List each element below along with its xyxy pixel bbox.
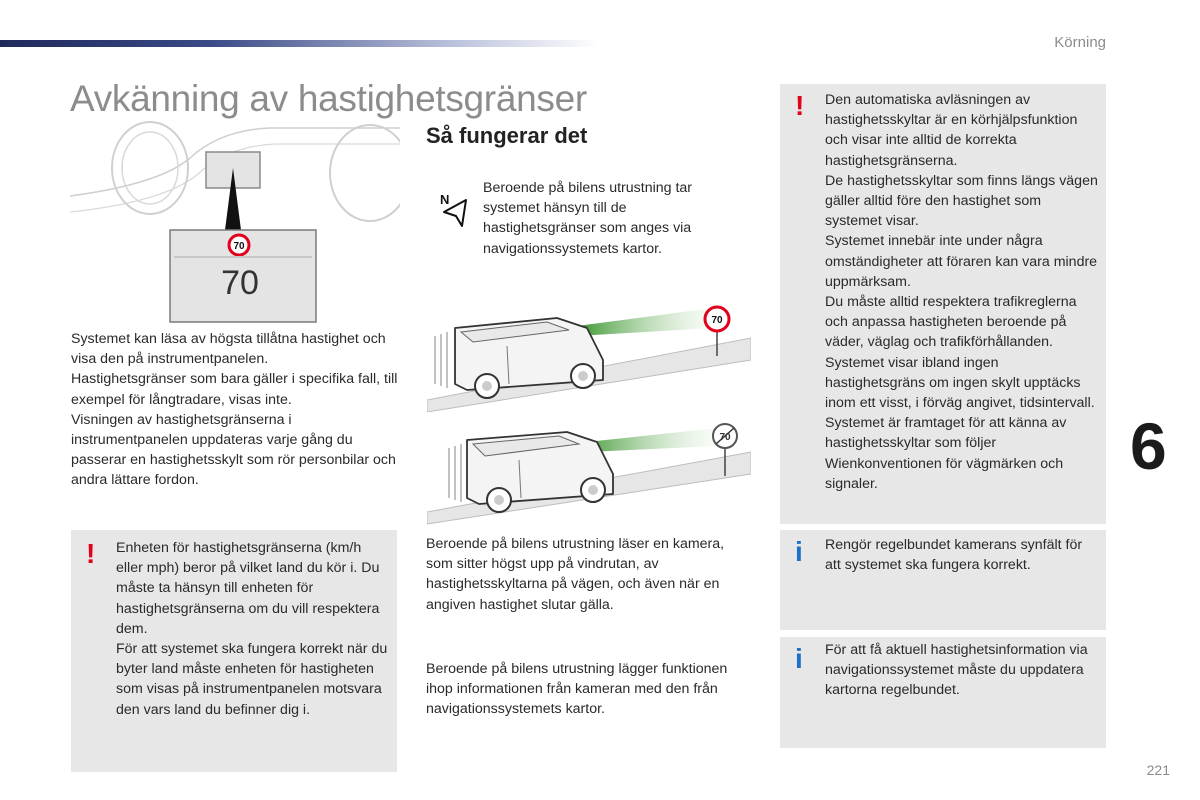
camera-illustration-2 [427, 416, 751, 526]
nav-text: Beroende på bilens utrustning tar systemet hänsyn till de hastighetsgränser som anges via navigationssystemets kartor. [483, 180, 693, 257]
left-warning-text: Enheten för hastighetsgränserna (km/h eller mph) beror på vilket land du kör i. Du måste ta hänsyn till enheten för hastighetsgränserna om du vill respektera dem. För att systemet ska fungera korrekt när du byter land måste enheten för hastigheten som visas på instrumentpanelen motsvara den vars land du befinner dig i. [116, 540, 388, 718]
illustration-1-sign-value: 70 [711, 315, 723, 326]
illustration-2-sign-value: 70 [719, 432, 731, 443]
info-box-camera-text: Rengör regelbundet kamerans synfält för att systemet ska fungera korrekt. [825, 537, 1083, 574]
chapter-number: 6 [1130, 409, 1167, 483]
info-box-maps-text: För att få aktuell hastighetsinformation via navigationssystemet måste du uppdatera kartorna regelbundet. [825, 642, 1088, 699]
warning-icon: ! [86, 538, 96, 569]
small-sign-value: 70 [233, 241, 245, 252]
right-warning-text: Den automatiska avläsningen av hastighetsskyltar är en körhjälpsfunktion och visar inte alltid de korrekta hastighetsgränserna. De hastighetsskyltar som finns längs vägen gäller alltid före den hastighet som systemet visar. Systemet innebär inte under några omständigheter att föraren kan vara mindre uppmärksam. Du måste alltid respektera trafikreglerna och anpassa hastigheten beroende på väder, väglag och trafikförhållanden. Systemet visar ibland ingen hastighetsgräns om ingen skylt upptäcks inom ett visst, i förväg angivet, tidsintervall. Systemet är framtaget för att känna av hastighetsskyltar som följer Wienkonventionen för vägmärken och signaler. [825, 92, 1098, 492]
info-icon: i [795, 643, 803, 674]
section-heading: Så fungerar det [426, 123, 588, 148]
dashboard-illustration [70, 118, 400, 324]
camera-illustration-1 [427, 300, 751, 412]
dashboard-display-value: 70 [221, 264, 259, 302]
page-number: 221 [1146, 762, 1170, 778]
navigation-icon [438, 190, 472, 230]
header-color-bar [0, 40, 600, 47]
section-label: Körning [1054, 34, 1106, 51]
combined-text: Beroende på bilens utrustning lägger funktionen ihop informationen från kameran med den från navigationssystemets kartor. [426, 661, 728, 718]
left-body-text: Systemet kan läsa av högsta tillåtna hastighet och visa den på instrumentpanelen. Hastighetsgränser som bara gäller i specifika fall, till exempel för långtradare, visas inte. Visningen av hastighetsgränserna i instrumentpanelen uppdateras varje gång du passerar en hastighetsskylt som rör personbilar och andra lättare fordon. [71, 331, 398, 489]
warning-icon: ! [795, 90, 805, 121]
camera-text: Beroende på bilens utrustning läser en kamera, som sitter högst upp på vindrutan, av hastighetsskyltarna på vägen, och även när en angiven hastighet slutar gälla. [426, 536, 725, 613]
page-title: Avkänning av hastighetsgränser [70, 78, 587, 119]
navigation-icon-letter: N [440, 192, 450, 207]
info-icon: i [795, 536, 803, 567]
